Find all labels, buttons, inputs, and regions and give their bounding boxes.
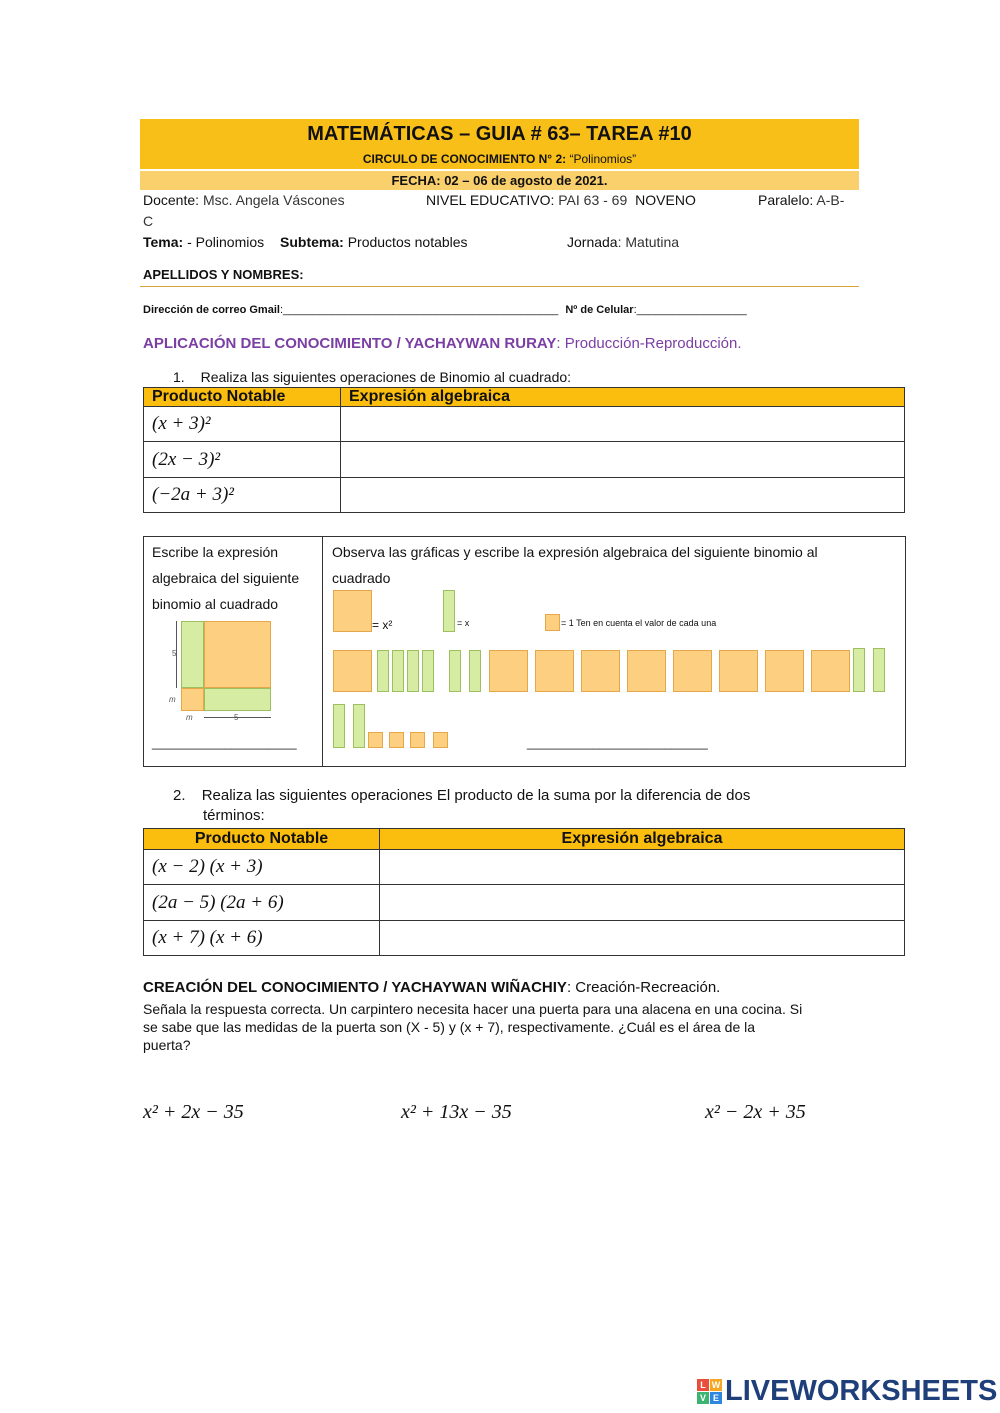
paralelo-value: A-B-: [816, 192, 845, 208]
header-circle-band: [140, 149, 859, 169]
right-answer-line[interactable]: _________________________: [527, 735, 708, 750]
t2-row-3-answer[interactable]: [380, 921, 905, 956]
paralelo-label: Paralelo:: [758, 192, 814, 208]
q1-text: Realiza las siguientes operaciones de Binomio al cuadrado:: [200, 369, 572, 385]
liveworksheets-brand: LIVEWORKSHEETS: [725, 1375, 998, 1407]
jornada-value: : Matutina: [617, 234, 680, 250]
area-model-label-m-side: m: [169, 695, 176, 704]
celular-input-line[interactable]: :__________________: [633, 304, 747, 316]
legend-1-label: = 1 Ten en cuenta el valor de cada una: [561, 618, 717, 628]
section1-title: APLICACIÓN DEL CONOCIMIENTO / YACHAYWAN RURAY: [143, 335, 557, 352]
t1-row-1-answer[interactable]: [341, 407, 905, 442]
docente-value: Msc. Angela Váscones: [202, 192, 345, 208]
tile-x: [392, 650, 404, 692]
legend-x2-tile: [333, 590, 372, 632]
problem-line-2: se sabe que las medidas de la puerta son (X - 5) y (x + 7), respectivamente. ¿Cuál es el área de la: [143, 1019, 756, 1035]
sum-difference-table: [143, 828, 905, 956]
graph-left-line-3: binomio al cuadrado: [152, 596, 279, 612]
header-title-band: [140, 119, 859, 149]
tema-value: - Polinomios: [187, 234, 265, 250]
t1-col-producto: Producto Notable: [144, 388, 341, 407]
graph-box-divider: [322, 537, 323, 766]
tile-x: [449, 650, 461, 692]
answer-option-3[interactable]: x² − 2x + 35: [705, 1101, 806, 1123]
grado-value: NOVENO: [635, 192, 696, 208]
subtema-label: Subtema:: [280, 234, 344, 250]
date-text: FECHA: 02 – 06 de agosto de 2021.: [391, 173, 608, 188]
tile-x: [377, 650, 389, 692]
tema-row: [143, 234, 468, 250]
t1-row-2-answer[interactable]: [341, 442, 905, 478]
header-date-band: [140, 171, 859, 190]
correo-label: Dirección de correo Gmail: [143, 304, 280, 316]
tile-x: [853, 648, 865, 692]
nivel-label: NIVEL EDUCATIVO:: [426, 192, 555, 208]
section1-subtitle: : Producción-Reproducción.: [556, 335, 742, 352]
t1-row-2-product: (2x − 3)²: [144, 442, 341, 478]
t1-row-3-product: (−2a + 3)²: [144, 478, 341, 513]
area-model-big-square: [204, 621, 271, 688]
t2-row-3-product: (x + 7) (x + 6): [144, 921, 380, 956]
subtema-value: Productos notables: [347, 234, 468, 250]
graph-right-line-2: cuadrado: [332, 570, 391, 586]
tile-x: [353, 704, 365, 748]
tile-unit: [433, 732, 448, 748]
q2-text-cont: términos:: [203, 807, 265, 824]
jornada-field: [567, 234, 679, 250]
section3-subtitle: : Creación-Recreación.: [566, 979, 721, 996]
t2-col-producto: Producto Notable: [144, 829, 380, 850]
answer-option-2[interactable]: x² + 13x − 35: [401, 1101, 512, 1123]
tile-unit: [410, 732, 425, 748]
answer-option-1[interactable]: x² + 2x − 35: [143, 1101, 244, 1123]
problem-text: [143, 1000, 863, 1054]
tile-x: [873, 648, 885, 692]
graph-left-line-1: Escribe la expresión: [152, 544, 279, 560]
nivel-value: PAI 63 - 69: [558, 192, 628, 208]
t2-row-1-product: (x − 2) (x + 3): [144, 850, 380, 885]
tile-unit: [389, 732, 404, 748]
docente-label: Docente:: [143, 192, 200, 208]
graph-left-text: [152, 539, 299, 617]
problem-line-1: Señala la respuesta correcta. Un carpintero necesita hacer una puerta para una alacena en una cocina. Si: [143, 1001, 803, 1017]
logo-cell-l: L: [697, 1379, 709, 1391]
area-model-bottom-strip: [204, 688, 271, 711]
t1-row-3-answer[interactable]: [341, 478, 905, 513]
t2-row-2-answer[interactable]: [380, 885, 905, 921]
tile-x: [469, 650, 481, 692]
graph-right-line-1: Observa las gráficas y escribe la expresión algebraica del siguiente binomio al: [332, 544, 818, 560]
tile-x2: [581, 650, 620, 692]
q2-number: 2.: [173, 787, 186, 804]
circle-value: “Polinomios”: [569, 152, 637, 166]
section3-heading: [143, 979, 720, 996]
apellidos-input-line[interactable]: [140, 286, 859, 287]
logo-cell-w: W: [711, 1380, 721, 1390]
t1-col-expresion: Expresión algebraica: [341, 388, 905, 407]
tile-x2: [811, 650, 850, 692]
tile-x: [407, 650, 419, 692]
t2-row-1-answer[interactable]: [380, 850, 905, 885]
tile-x: [422, 650, 434, 692]
tile-x: [333, 704, 345, 748]
celular-label: Nº de Celular: [565, 304, 634, 316]
tile-x2: [719, 650, 758, 692]
tema-label: Tema:: [143, 234, 184, 250]
legend-x-tile: [443, 590, 455, 632]
correo-input-line[interactable]: :_____________________________________________: [279, 304, 559, 316]
area-model-small-square: [181, 688, 204, 711]
legend-x-label: = x: [457, 618, 470, 628]
tile-x2: [489, 650, 528, 692]
question1: [173, 369, 571, 385]
page-title: MATEMÁTICAS – GUIA # 63– TAREA #10: [307, 123, 692, 145]
tile-x2: [673, 650, 712, 692]
legend-x2-label: = x²: [372, 618, 393, 632]
tile-x2: [765, 650, 804, 692]
correo-row: [143, 304, 747, 316]
graph-left-line-2: algebraica del siguiente: [152, 570, 300, 586]
t1-row-1-product: (x + 3)²: [144, 407, 341, 442]
section1-heading: [143, 335, 742, 352]
liveworksheets-logo-icon: [697, 1379, 723, 1405]
tile-unit: [368, 732, 383, 748]
paralelo-field: [758, 192, 844, 208]
question2: [173, 787, 750, 804]
paralelo-cont: C: [143, 213, 154, 229]
section3-title: CREACIÓN DEL CONOCIMIENTO / YACHAYWAN WIÑACHIY: [143, 979, 567, 996]
graph-box: [143, 536, 906, 767]
problem-line-3: puerta?: [143, 1037, 191, 1053]
area-model-label-5-bottom: 5: [234, 713, 239, 722]
area-model-label-5-side: 5: [172, 649, 177, 658]
legend-1-tile: [545, 614, 560, 631]
q2-text: Realiza las siguientes operaciones El producto de la suma por la diferencia de dos: [201, 787, 751, 804]
area-model-left-strip: [181, 621, 204, 688]
q1-number: 1.: [173, 369, 185, 385]
circle-label: CIRCULO DE CONOCIMIENTO N° 2:: [362, 152, 567, 166]
graph-right-text: [332, 539, 897, 591]
jornada-label: Jornada: [567, 234, 618, 250]
t2-row-2-product: (2a − 5) (2a + 6): [144, 885, 380, 921]
t2-col-expresion: Expresión algebraica: [380, 829, 905, 850]
apellidos-label: APELLIDOS Y NOMBRES:: [143, 267, 304, 282]
tile-x2: [333, 650, 372, 692]
logo-cell-e: E: [710, 1392, 722, 1404]
logo-cell-v: V: [697, 1392, 709, 1404]
binomial-square-table: [143, 387, 905, 513]
tile-x2: [535, 650, 574, 692]
left-answer-line[interactable]: ____________________: [152, 735, 297, 750]
tile-x2: [627, 650, 666, 692]
area-model-label-m-bottom: m: [186, 713, 193, 722]
nivel-field: [426, 192, 696, 208]
